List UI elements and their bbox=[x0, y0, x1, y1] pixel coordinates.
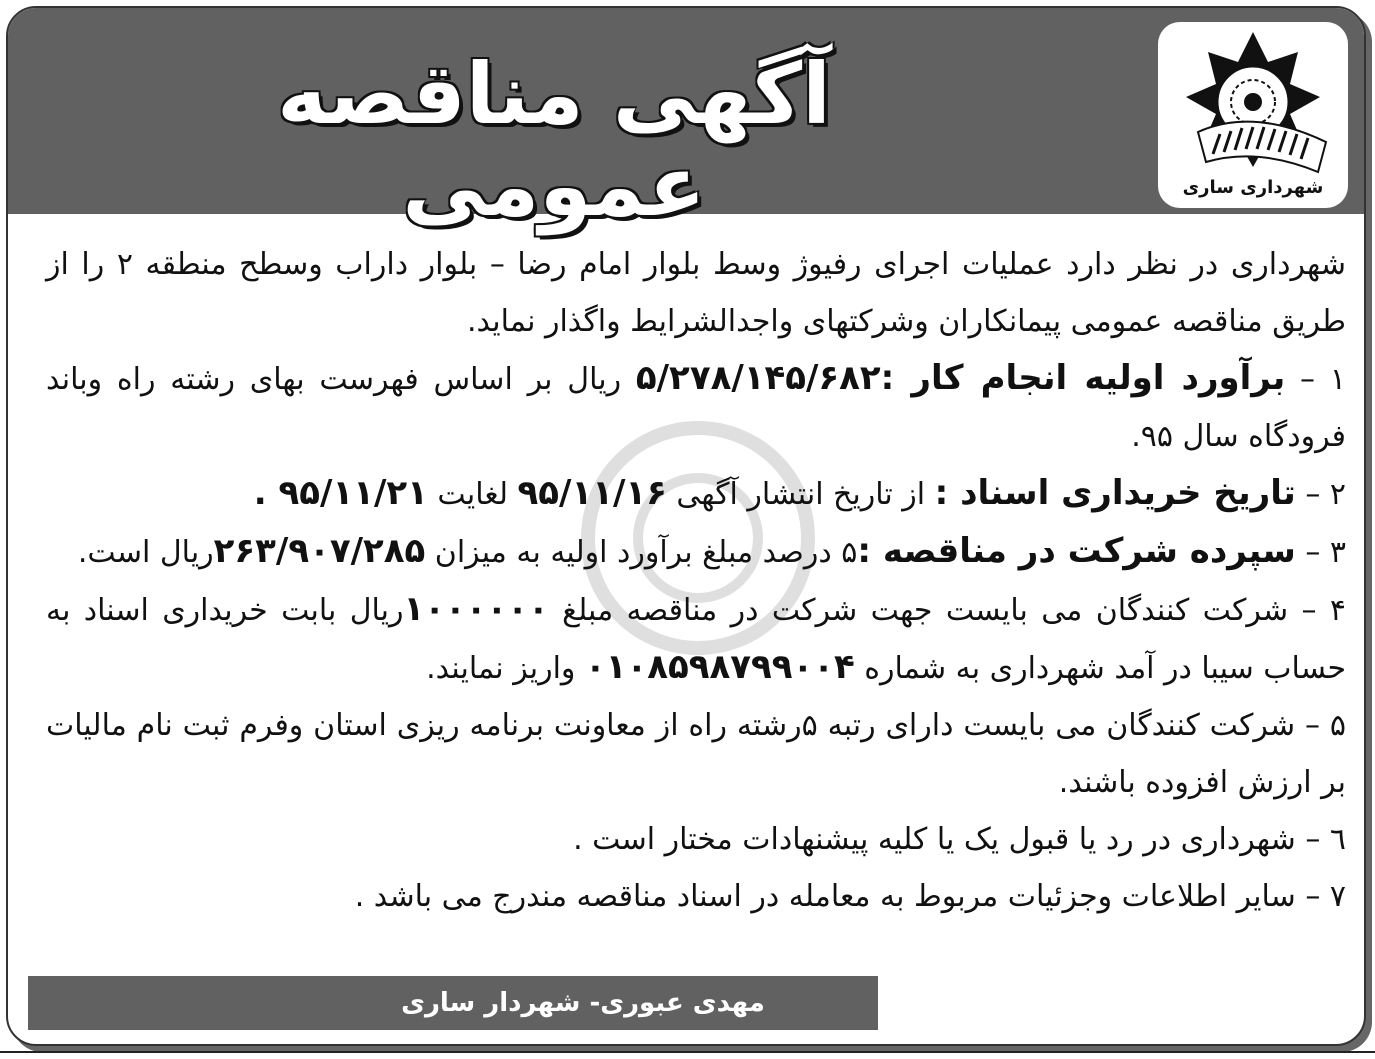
list-item: ٦ – شهرداری در رد یا قبول یک یا کلیه پیشنهادات مختار است . bbox=[573, 822, 1346, 857]
signature-bar bbox=[28, 976, 878, 1030]
list-item: ۲ – تاریخ خریداری اسناد : از تاریخ انتشار آگهی ۹۵/۱۱/۱۶ لغایت ۹۵/۱۱/۲۱ . bbox=[253, 473, 1346, 513]
header-bar bbox=[8, 8, 1364, 236]
intro-paragraph: شهرداری در نظر دارد عملیات اجرای رفیوژ وسط بلوار امام رضا – بلوار داراب وسطح منطقه ۲ را از طریق مناقصه عمومی پیمانکاران وشرکتهای واجدالشرایط واگذار نماید. bbox=[46, 247, 1347, 339]
announcement-body bbox=[46, 236, 1346, 925]
bottom-rule bbox=[0, 1051, 1375, 1053]
list-item: ۵ – شرکت کنندگان می بایست دارای رتبه ۵رشته راه از معاونت برنامه ریزی استان وفرم ثبت نام مالیات بر ارزش افزوده باشند. bbox=[46, 708, 1346, 800]
signature: مهدی عبوری- شهردار ساری bbox=[401, 988, 765, 1018]
list-item: ۴ – شرکت کنندگان می بایست جهت شرکت در مناقصه مبلغ ۱۰۰۰۰۰۰ریال بابت خریداری اسناد به حساب سیبا در آمد شهرداری به شماره ۰۱۰۸۵۹۸۷۹۹۰۰۴ واریز نمایند. bbox=[46, 589, 1346, 687]
announcement-frame bbox=[6, 6, 1366, 1046]
page-title: آگهی مناقصه عمومی bbox=[277, 45, 831, 236]
list-item: ۷ – سایر اطلاعات وجزئیات مربوط به معامله در اسناد مناقصه مندرج می باشد . bbox=[354, 879, 1346, 914]
logo-caption: شهرداری ساری bbox=[1182, 177, 1324, 198]
logo bbox=[1158, 22, 1348, 208]
list-item: ۱ – برآورد اولیه انجام کار :۵/۲۷۸/۱۴۵/۶۸۲ ریال بر اساس فهرست بهای رشته راه وباند فرودگاه سال ۹۵. bbox=[46, 358, 1346, 454]
list-item: ۳ – سپرده شرکت در مناقصه :۵ درصد مبلغ برآورد اولیه به میزان ۲۶۳/۹۰۷/۲۸۵ریال است. bbox=[77, 531, 1346, 571]
